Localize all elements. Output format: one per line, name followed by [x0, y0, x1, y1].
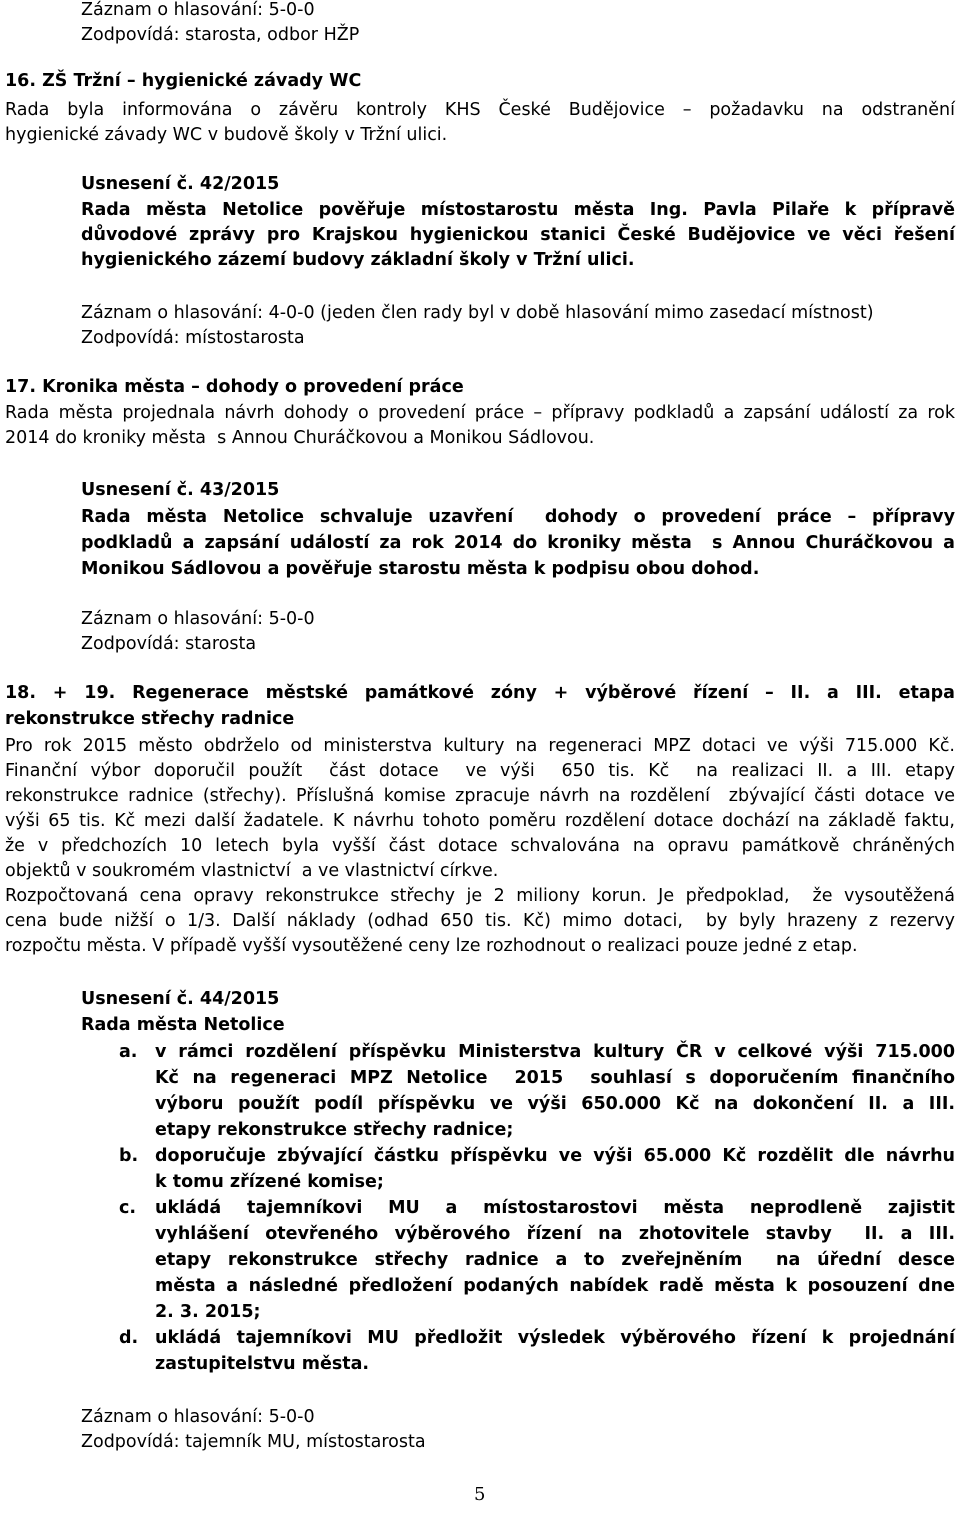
responsible-line: Zodpovídá: starosta [81, 634, 257, 654]
list-item-line: etapy rekonstrukce střechy radnice a to zveřejněním na úřední desce [155, 1250, 955, 1270]
paragraph-line: že v předchozích 10 letech byla vyšší část dotace schvalována na opravu památkově chráněných [5, 836, 955, 856]
responsible-line: Zodpovídá: starosta, odbor HŽP [81, 25, 360, 45]
vote-record: Záznam o hlasování: 5-0-0 [81, 609, 315, 629]
paragraph-line: Rozpočtovaná cena opravy rekonstrukce střechy je 2 miliony korun. Je předpoklad, že vysoutěžená [5, 886, 955, 906]
list-item-line: v rámci rozdělení příspěvku Ministerstva kultury ČR v celkové výši 715.000 [155, 1042, 955, 1062]
resolution-line: Monikou Sádlovou a pověřuje starostu města k podpisu obou dohod. [81, 559, 760, 579]
paragraph-line: Rada města projednala návrh dohody o provedení práce – přípravy podkladů a zapsání událostí za rok [5, 403, 955, 423]
section-heading: 16. ZŠ Tržní – hygienické závady WC [5, 71, 362, 91]
list-item-line: ukládá tajemníkovi MU a místostarostovi města neprodleně zajistit [155, 1198, 955, 1218]
paragraph-line: výši 65 tis. Kč mezi další žadatele. K návrhu tohoto poměru rozdělení dotace dochází na základě faktu, [5, 811, 955, 831]
list-item-line: zastupitelstvu města. [155, 1354, 370, 1374]
paragraph-line: Pro rok 2015 město obdrželo od ministerstva kultury na regeneraci MPZ dotaci ve výši 715.000 Kč. [5, 736, 955, 756]
list-item-letter: b. [119, 1146, 139, 1166]
list-item-line: 2. 3. 2015; [155, 1302, 261, 1322]
list-item-letter: d. [119, 1328, 139, 1348]
resolution-line: hygienického zázemí budovy základní školy v Tržní ulici. [81, 250, 635, 270]
paragraph-line: Finanční výbor doporučil použít část dotace ve výši 650 tis. Kč na realizaci II. a III. etapy [5, 761, 955, 781]
list-item-line: výboru použít podíl příspěvku ve výši 650.000 Kč na dokončení II. a III. [155, 1094, 955, 1114]
list-item-line: doporučuje zbývající částku příspěvku ve výši 65.000 Kč rozdělit dle návrhu [155, 1146, 955, 1166]
resolution-line: Rada města Netolice schvaluje uzavření dohody o provedení práce – přípravy [81, 507, 955, 527]
resolution-subject: Rada města Netolice [81, 1015, 285, 1035]
resolution-line: podkladů a zapsání událostí za rok 2014 do kroniky města s Annou Churáčkovou a [81, 533, 955, 553]
list-item-letter: a. [119, 1042, 138, 1062]
section-heading-continued: rekonstrukce střechy radnice [5, 709, 295, 729]
page-number: 5 [474, 1484, 486, 1505]
paragraph-line: 2014 do kroniky města s Annou Churáčkovou a Monikou Sádlovou. [5, 428, 595, 448]
paragraph-line: rozpočtu města. V případě vyšší vysoutěžené ceny lze rozhodnout o realizaci pouze jedné z etap. [5, 936, 858, 956]
paragraph-line: Rada byla informována o závěru kontroly KHS České Budějovice – požadavku na odstranění [5, 100, 955, 120]
list-item-line: vyhlášení otevřeného výběrového řízení na zhotovitele stavby II. a III. [155, 1224, 955, 1244]
list-item-line: k tomu zřízené komise; [155, 1172, 384, 1192]
section-heading: 18. + 19. Regenerace městské památkové zóny + výběrové řízení – II. a III. etapa [5, 683, 955, 703]
paragraph-line: objektů v soukromém vlastnictví a ve vlastnictví církve. [5, 861, 499, 881]
vote-record: Záznam o hlasování: 5-0-0 [81, 1407, 315, 1427]
paragraph-line: cena bude nižší o 1/3. Další náklady (odhad 650 tis. Kč) mimo dotaci, by byly hrazeny z rezervy [5, 911, 955, 931]
responsible-line: Zodpovídá: místostarosta [81, 328, 305, 348]
resolution-number: Usnesení č. 44/2015 [81, 989, 280, 1009]
list-item-line: ukládá tajemníkovi MU předložit výsledek výběrového řízení k projednání [155, 1328, 955, 1348]
responsible-line: Zodpovídá: tajemník MU, místostarosta [81, 1432, 426, 1452]
list-item-line: Kč na regeneraci MPZ Netolice 2015 souhlasí s doporučením finančního [155, 1068, 955, 1088]
list-item-line: města a následné předložení podaných nabídek radě města k posouzení dne [155, 1276, 955, 1296]
resolution-number: Usnesení č. 42/2015 [81, 174, 280, 194]
resolution-line: Rada města Netolice pověřuje místostarostu města Ing. Pavla Pilaře k přípravě [81, 200, 955, 220]
resolution-number: Usnesení č. 43/2015 [81, 480, 280, 500]
resolution-line: důvodové zprávy pro Krajskou hygienickou stanici České Budějovice ve věci řešení [81, 225, 955, 245]
vote-record: Záznam o hlasování: 4-0-0 (jeden člen rady byl v době hlasování mimo zasedací místnost) [81, 303, 874, 323]
vote-record: Záznam o hlasování: 5-0-0 [81, 0, 315, 20]
paragraph-line: hygienické závady WC v budově školy v Tržní ulici. [5, 125, 448, 145]
paragraph-line: rekonstrukce radnice (střechy). Příslušná komise zpracuje návrh na rozdělení zbývající části dotace ve [5, 786, 955, 806]
list-item-line: etapy rekonstrukce střechy radnice; [155, 1120, 514, 1140]
list-item-letter: c. [119, 1198, 137, 1218]
section-heading: 17. Kronika města – dohody o provedení práce [5, 377, 464, 397]
